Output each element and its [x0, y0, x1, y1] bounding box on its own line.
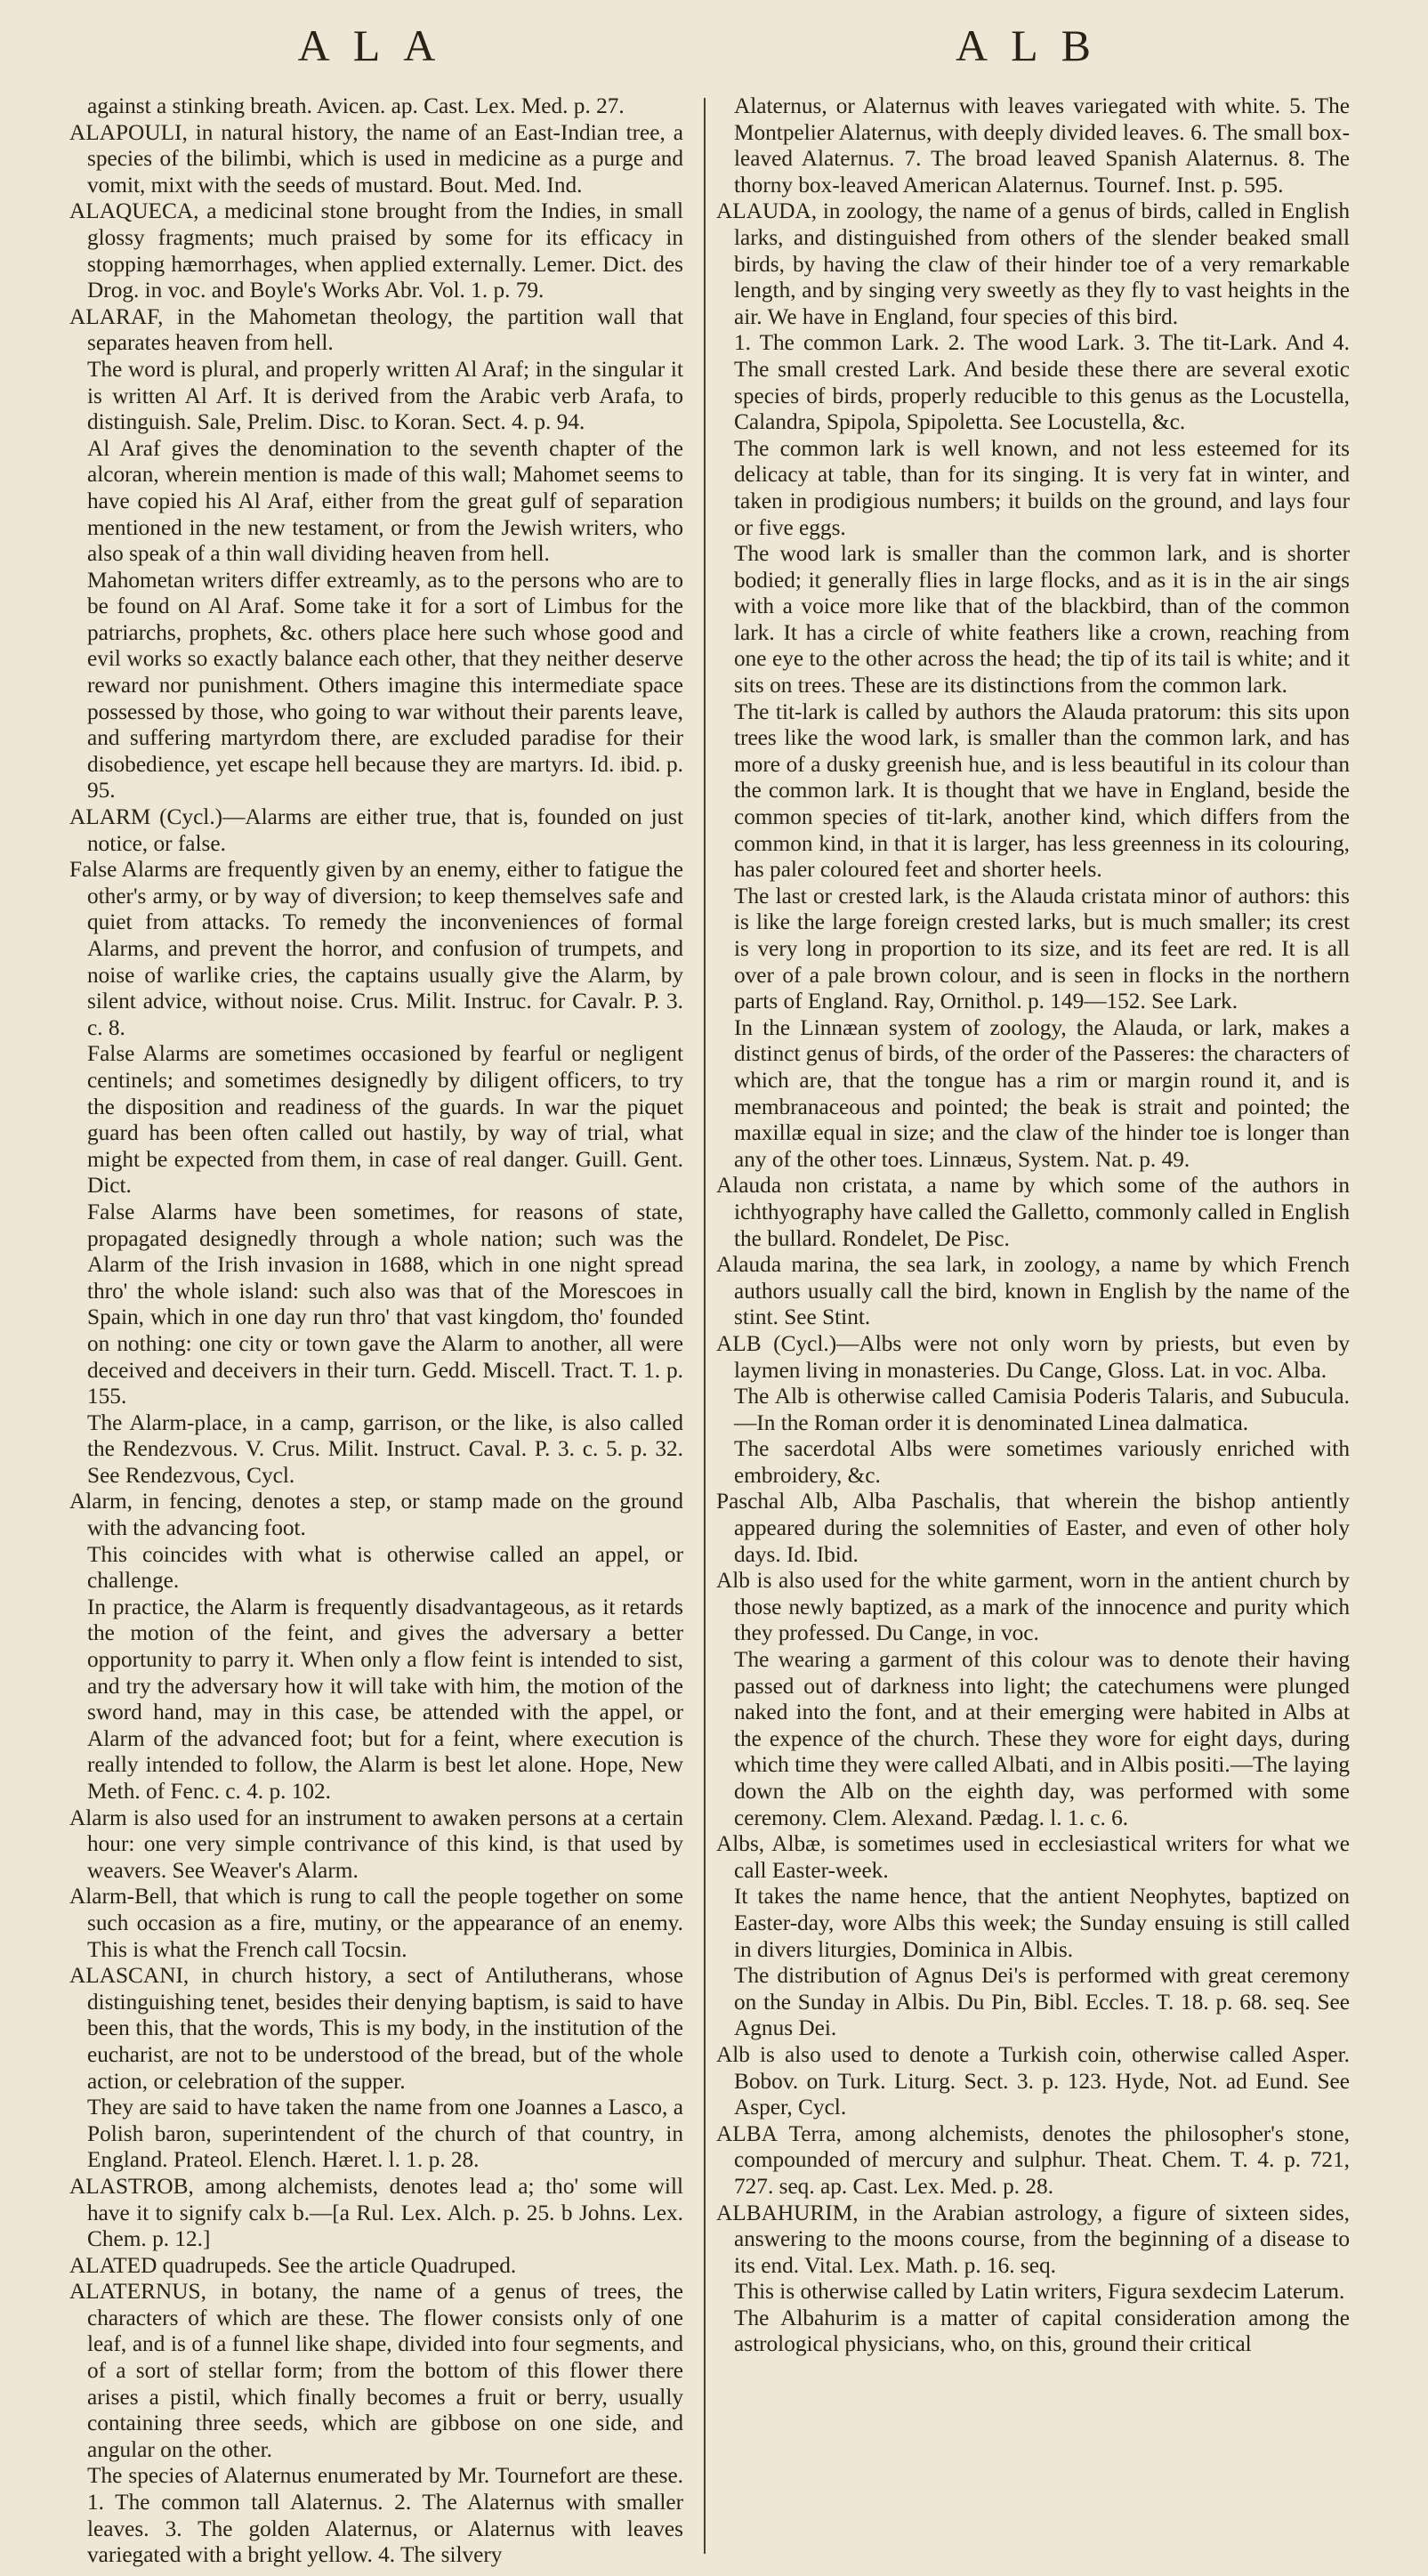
dictionary-entry: Alb is also used to denote a Turkish coin, otherwise called Asper. Bobov. on Turk. Liturg. Sect. 3. p. 123. Hyde, Not. ad Eund. See Asper, Cycl. [716, 2041, 1350, 2120]
dictionary-entry: Alarm, in fencing, denotes a step, or stamp made on the ground with the advancing foot. [69, 1489, 683, 1541]
dictionary-entry: ALATERNUS, in botany, the name of a genus of trees, the characters of which are these. The flower consists only of one leaf, and is of a funnel like shape, divided into four segments, and of a sort of stellar form; from the bottom of this flower there arises a pistil, which finally becomes a fruit or berry, usually containing three seeds, which are gibbose on one side, and angular on the other. [69, 2279, 683, 2462]
left-column [69, 93, 683, 2567]
entry-paragraph: Mahometan writers differ extreamly, as to the persons who are to be found on Al Araf. Some take it for a sort of Limbus for the patriarchs, prophets, &c. others place here such whose good and evil works so exactly balance each other, that they neither deserve reward nor punishment. Others imagine this intermediate space possessed by those, who going to war without their parents leave, and suffering martyrdom there, are excluded paradise for their disobedience, yet escape hell because they are martyrs. Id. ibid. p. 95. [87, 567, 683, 803]
entry-paragraph: This is otherwise called by Latin writers, Figura sexdecim Laterum. [734, 2279, 1345, 2305]
dictionary-entry: ALAQUECA, a medicinal stone brought from the Indies, in small glossy fragments; much praised by some for its efficacy in stopping hæmorrhages, when applied externally. Lemer. Dict. des Drog. in voc. and Boyle's Works Abr. Vol. 1. p. 79. [69, 198, 683, 303]
dictionary-entry: ALAPOULI, in natural history, the name of an East-Indian tree, a species of the bilimbi, which is used in medicine as a purge and vomit, mixt with the seeds of mustard. Bout. Med. Ind. [69, 119, 683, 198]
dictionary-entry: ALBAHURIM, in the Arabian astrology, a figure of sixteen sides, answering to the moons course, from the beginning of a disease to its end. Vital. Lex. Math. p. 16. seq. [716, 2200, 1350, 2278]
entry-paragraph: This coincides with what is otherwise called an appel, or challenge. [87, 1541, 683, 1594]
entry-paragraph: 1. The common Lark. 2. The wood Lark. 3. The tit-Lark. And 4. The small crested Lark. And beside these there are several exotic species of birds, properly reducible to this genus as the Locustella, Calandra, Spipola, Spipoletta. See Locustella, &c. [734, 330, 1350, 435]
dictionary-entry: Alarm-Bell, that which is rung to call the people together on some such occasion as a fire, mutiny, or the appearance of an enemy. This is what the French call Tocsin. [69, 1884, 683, 1962]
dictionary-entry: Albs, Albæ, is sometimes used in ecclesiastical writers for what we call Easter-week. [716, 1831, 1350, 1883]
dictionary-entry: Alarm is also used for an instrument to awaken persons at a certain hour: one very simple contrivance of this kind, is that used by weavers. See Weaver's Alarm. [69, 1805, 683, 1883]
entry-paragraph: False Alarms are sometimes occasioned by fearful or negligent centinels; and sometimes designedly by diligent officers, to try the disposition and readiness of the guards. In war the piquet guard has been often called out hastily, by way of trial, what might be expected from them, in case of real danger. Guill. Gent. Dict. [87, 1041, 683, 1199]
entry-paragraph: The wearing a garment of this colour was to denote their having passed out of darkness into light; the catechumens were plunged naked into the font, and at their emerging were habited in Albs at the expence of the church. These they wore for eight days, during which time they were called Albati, and in Albis positi.—The laying down the Alb on the eighth day, was performed with some ceremony. Clem. Alexand. Pædag. l. 1. c. 6. [734, 1647, 1350, 1830]
running-head-left: ALA [297, 20, 459, 70]
running-head-right: ALB [956, 20, 1114, 70]
dictionary-entry: ALATED quadrupeds. See the article Quadruped. [69, 2252, 517, 2278]
entry-paragraph: They are said to have taken the name from one Joannes a Lasco, a Polish baron, superintendent of the church of that country, in England. Prateol. Elench. Hæret. l. 1. p. 28. [87, 2095, 683, 2173]
entry-paragraph: In the Linnæan system of zoology, the Alauda, or lark, makes a distinct genus of birds, of the order of the Passeres: the characters of which are, that the tongue has a rim or margin round it, and is membranaceous and pointed; the beak is strait and pointed; the maxillæ equal in size; and the claw of the hinder toe is longer than any of the other toes. Linnæus, System. Nat. p. 49. [734, 1014, 1350, 1172]
dictionary-entry: Alauda non cristata, a name by which some of the authors in ichthyography have called the Galletto, commonly called in English the bullard. Rondelet, De Pisc. [716, 1173, 1350, 1251]
entry-paragraph: The sacerdotal Albs were sometimes variously enriched with embroidery, &c. [734, 1436, 1350, 1488]
right-column [716, 93, 1350, 2567]
entry-paragraph: The Albahurim is a matter of capital consideration among the astrological physicians, who, on this, ground their critical [734, 2305, 1350, 2357]
entry-paragraph: The tit-lark is called by authors the Alauda pratorum: this sits upon trees like the wood lark, is smaller than the common lark, and has more of a dusky greenish hue, and is less beautiful in its colour than the common lark. It is thought that we have in England, beside the common species of tit-lark, another kind, which differs from the common kind, in that it is larger, has less greenness in its colouring, has paler coloured feet and shorter heels. [734, 699, 1350, 883]
entry-paragraph: The word is plural, and properly written Al Araf; in the singular it is written Al Arf. It is derived from the Arabic verb Arafa, to distinguish. Sale, Prelim. Disc. to Koran. Sect. 4. p. 94. [87, 356, 683, 435]
entry-paragraph: The last or crested lark, is the Alauda cristata minor of authors: this is like the large foreign crested larks, but is much smaller; its crest is very long in proportion to its size, and its feet are red. It is all over of a pale brown colour, and is seen in flocks in the northern parts of England. Ray, Ornithol. p. 149—152. See Lark. [734, 883, 1350, 1014]
dictionary-entry: ALARAF, in the Mahometan theology, the partition wall that separates heaven from hell. [69, 303, 683, 356]
entry-paragraph: Al Araf gives the denomination to the seventh chapter of the alcoran, wherein mention is made of this wall; Mahomet seems to have copied his Al Araf, either from the great gulf of separation mentioned in the new testament, or from the Jewish writers, who also speak of a thin wall dividing heaven from hell. [87, 435, 683, 567]
dictionary-entry: Alb is also used for the white garment, worn in the antient church by those newly baptized, as a mark of the innocence and purity which they professed. Du Cange, in voc. [716, 1568, 1350, 1646]
dictionary-entry: Paschal Alb, Alba Paschalis, that wherein the bishop antiently appeared during the solemnities of Easter, and even of other holy days. Id. Ibid. [716, 1489, 1350, 1567]
entry-paragraph: It takes the name hence, that the antient Neophytes, baptized on Easter-day, wore Albs this week; the Sunday ensuing is still called in divers liturgies, Dominica in Albis. [734, 1884, 1350, 1962]
entry-paragraph: The Alb is otherwise called Camisia Poderis Talaris, and Subucula.—In the Roman order it is denominated Linea dalmatica. [734, 1384, 1350, 1435]
dictionary-entry: ALASCANI, in church history, a sect of Antilutherans, whose distinguishing tenet, besides their denying baptism, is said to have been this, that the words, This is my body, in the institution of the eucharist, are not to be understood of the bread, but of the whole action, or celebration of the supper. [69, 1963, 683, 2094]
dictionary-entry: ALAUDA, in zoology, the name of a genus of birds, called in English larks, and distinguished from others of the slender beaked small birds, by having the claw of their hinder toe of a very remarkable length, and by singing very sweetly as they fly to vast heights in the air. We have in England, four species of this bird. [716, 198, 1350, 329]
entry-paragraph: Alaternus, or Alaternus with leaves variegated with white. 5. The Montpelier Alaternus, with deeply divided leaves. 6. The small box-leaved Alaternus. 7. The broad leaved Spanish Alaternus. 8. The thorny box-leaved American Alaternus. Tournef. Inst. p. 595. [734, 93, 1350, 198]
entry-paragraph: The species of Alaternus enumerated by Mr. Tournefort are these. 1. The common tall Alaternus. 2. The Alaternus with smaller leaves. 3. The golden Alaternus, or Alaternus with leaves variegated with a bright yellow. 4. The silvery [87, 2463, 683, 2567]
dictionary-entry: False Alarms are frequently given by an enemy, either to fatigue the other's army, or by way of diversion; to keep themselves safe and quiet from attacks. To remedy the inconveniences of formal Alarms, and prevent the horror, and confusion of trumpets, and noise of warlike cries, the captains usually give the Alarm, by silent advice, without noise. Crus. Milit. Instruc. for Cavalr. P. 3. c. 8. [69, 857, 683, 1040]
entry-paragraph: against a stinking breath. Avicen. ap. Cast. Lex. Med. p. 27. [87, 93, 625, 118]
entry-paragraph: False Alarms have been sometimes, for reasons of state, propagated designedly through a whole nation; such was the Alarm of the Irish invasion in 1688, which in one night spread thro' the whole island: such also was that of the Morescoes in Spain, which in one day run thro' that vast kingdom, tho' founded on nothing: one city or town gave the Alarm to another, all were deceived and deceivers in their turn. Gedd. Miscell. Tract. T. 1. p. 155. [87, 1199, 683, 1409]
entry-paragraph: The common lark is well known, and not less esteemed for its delicacy at table, than for its singing. It is very fat in winter, and taken in prodigious numbers; it builds on the ground, and lays four or five eggs. [734, 435, 1350, 540]
dictionary-entry: ALB (Cycl.)—Albs were not only worn by priests, but even by laymen living in monasteries. Du Cange, Gloss. Lat. in voc. Alba. [716, 1330, 1350, 1383]
dictionary-entry: ALARM (Cycl.)—Alarms are either true, that is, founded on just notice, or false. [69, 804, 683, 856]
entry-paragraph: The distribution of Agnus Dei's is performed with great ceremony on the Sunday in Albis. Du Pin, Bibl. Eccles. T. 18. p. 68. seq. See Agnus Dei. [734, 1963, 1350, 2041]
dictionary-entry: Alauda marina, the sea lark, in zoology, a name by which French authors usually call the bird, known in English by the name of the stint. See Stint. [716, 1252, 1350, 1330]
entry-paragraph: The Alarm-place, in a camp, garrison, or the like, is also called the Rendezvous. V. Crus. Milit. Instruct. Caval. P. 3. c. 5. p. 32. See Rendezvous, Cycl. [87, 1409, 683, 1488]
dictionary-entry: ALASTROB, among alchemists, denotes lead a; tho' some will have it to signify calx b.—[a Rul. Lex. Alch. p. 25. b Johns. Lex. Chem. p. 12.] [69, 2173, 683, 2252]
entry-paragraph: The wood lark is smaller than the common lark, and is shorter bodied; it generally flies in large flocks, and as it is in the air sings with a voice more like that of the blackbird, than of the common lark. It has a circle of white feathers like a crown, reaching from one eye to the other across the head; the tip of its tail is white; and it sits on trees. These are its distinctions from the common lark. [734, 541, 1350, 699]
entry-paragraph: In practice, the Alarm is frequently disadvantageous, as it retards the motion of the feint, and gives the adversary a better opportunity to parry it. When only a flow feint is intended to sist, and try the adversary how it will take with him, the motion of the sword hand, may in this case, be attended with the appel, or Alarm of the advanced foot; but for a feint, where execution is really intended to follow, the Alarm is best let alone. Hope, New Meth. of Fenc. c. 4. p. 102. [87, 1594, 683, 1804]
column-divider [704, 98, 706, 2554]
dictionary-entry: ALBA Terra, among alchemists, denotes the philosopher's stone, compounded of mercury and sulphur. Theat. Chem. T. 4. p. 721, 727. seq. ap. Cast. Lex. Med. p. 28. [716, 2120, 1350, 2199]
